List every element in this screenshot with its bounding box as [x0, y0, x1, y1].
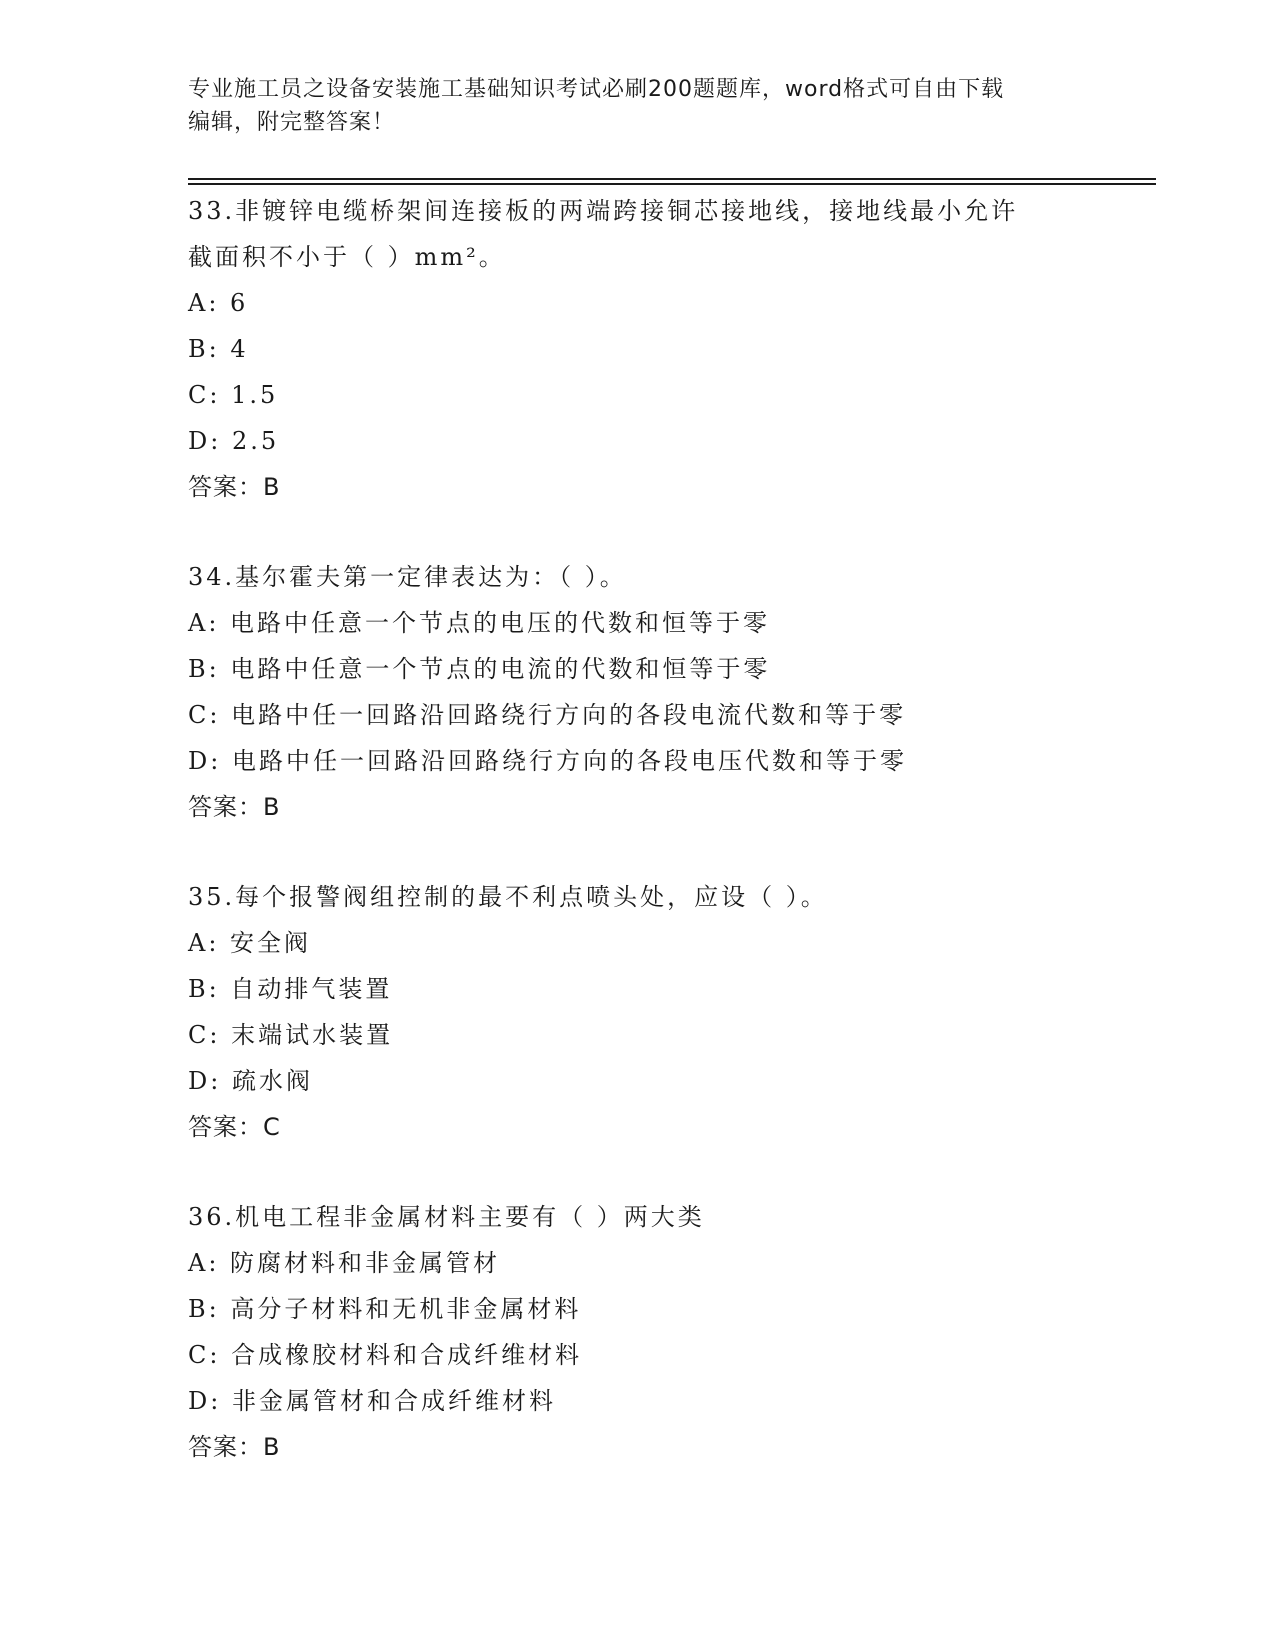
- question-34: [188, 554, 1088, 830]
- answer: 答案：C: [188, 1113, 281, 1141]
- option-b: B: 电路中任意一个节点的电流的代数和恒等于零: [188, 655, 771, 683]
- option-c: C: 合成橡胶材料和合成纤维材料: [188, 1341, 583, 1369]
- question-stem: 35.每个报警阀组控制的最不利点喷头处，应设（ ）。: [188, 883, 828, 911]
- option-a: A: 电路中任意一个节点的电压的代数和恒等于零: [188, 609, 771, 637]
- question-stem: 34.基尔霍夫第一定律表达为：（ ）。: [188, 563, 627, 591]
- option-d: D: 疏水阀: [188, 1067, 313, 1095]
- header-line-2: 编辑，附完整答案！: [188, 110, 396, 135]
- document-header: [188, 73, 1068, 139]
- option-b: B: 4: [188, 335, 249, 363]
- option-d: D: 非金属管材和合成纤维材料: [188, 1387, 556, 1415]
- question-36: [188, 1194, 1088, 1470]
- answer: 答案：B: [188, 793, 281, 821]
- header-divider-bottom: [188, 183, 1156, 185]
- answer: 答案：B: [188, 1433, 281, 1461]
- option-d: D: 电路中任一回路沿回路绕行方向的各段电压代数和等于零: [188, 747, 907, 775]
- option-d: D: 2.5: [188, 427, 280, 455]
- question-35: [188, 874, 1088, 1150]
- question-stem-continued: 截面积不小于（ ）mm²。: [188, 243, 506, 271]
- option-b: B: 高分子材料和无机非金属材料: [188, 1295, 582, 1323]
- header-divider-top: [188, 178, 1156, 180]
- option-a: A: 防腐材料和非金属管材: [188, 1249, 501, 1277]
- question-stem: 33.非镀锌电缆桥架间连接板的两端跨接铜芯接地线，接地线最小允许: [188, 197, 1019, 225]
- option-c: C: 电路中任一回路沿回路绕行方向的各段电流代数和等于零: [188, 701, 907, 729]
- option-a: A: 6: [188, 289, 249, 317]
- option-c: C: 1.5: [188, 381, 279, 409]
- option-a: A: 安全阀: [188, 929, 312, 957]
- question-33: [188, 188, 1088, 510]
- question-stem: 36.机电工程非金属材料主要有（ ）两大类: [188, 1203, 705, 1231]
- answer: 答案：B: [188, 473, 281, 501]
- option-b: B: 自动排气装置: [188, 975, 393, 1003]
- option-c: C: 末端试水装置: [188, 1021, 394, 1049]
- header-line-1: 专业施工员之设备安装施工基础知识考试必刷200题题库，word格式可自由下载: [188, 77, 1005, 102]
